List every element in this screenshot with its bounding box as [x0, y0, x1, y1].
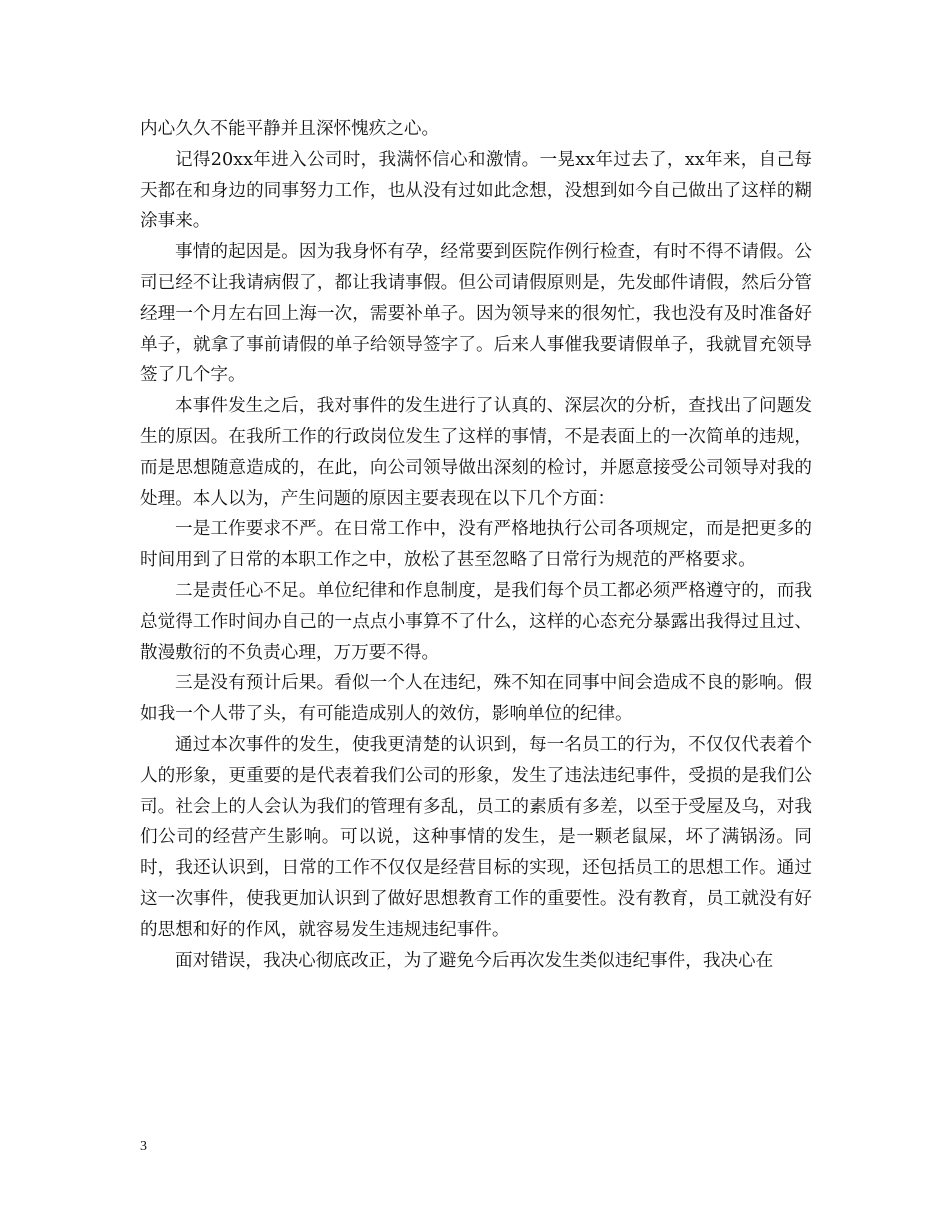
- page-number: 3: [140, 1139, 147, 1154]
- paragraph: 本事件发生之后，我对事件的发生进行了认真的、深层次的分析，查找出了问题发生的原因。在我所工作的行政岗位发生了这样的事情，不是表面上的一次简单的违规，而是思想随意造成的，在此，向公司领导做出深刻的检讨，并愿意接受公司领导对我的处理。本人以为，产生问题的原因主要表现在以下几个方面：: [140, 396, 812, 509]
- paragraph: 记得20xx年进入公司时，我满怀信心和激情。一晃xx年过去了，xx年来，自己每天都在和身边的同事努力工作，也从没有过如此念想，没想到如今自己做出了这样的糊涂事来。: [140, 149, 812, 232]
- paragraph: 面对错误，我决心彻底改正，为了避免今后再次发生类似违纪事件，我决心在: [175, 950, 774, 971]
- paragraph: 内心久久不能平静并且深怀愧疚之心。: [140, 119, 440, 139]
- paragraph: 事情的起因是。因为我身怀有孕，经常要到医院作例行检查，有时不得不请假。公司已经不让我请病假了，都让我请事假。但公司请假原则是，先发邮件请假，然后分管经理一个月左右回上海一次，需要补单子。因为领导来的很匆忙，我也没有及时准备好单子，就拿了事前请假的单子给领导签字了。后来人事催我要请假单子，我就冒充领导签了几个字。: [140, 242, 812, 386]
- paragraph: 通过本次事件的发生，使我更清楚的认识到，每一名员工的行为，不仅仅代表着个人的形象，更重要的是代表着我们公司的形象，发生了违法违纪事件，受损的是我们公司。社会上的人会认为我们的管理有多乱，员工的素质有多差，以至于受屋及乌，对我们公司的经营产生影响。可以说，这种事情的发生，是一颗老鼠屎，坏了满锅汤。同时，我还认识到，日常的工作不仅仅是经营目标的实现，还包括员工的思想工作。通过这一次事件，使我更加认识到了做好思想教育工作的重要性。没有教育，员工就没有好的思想和好的作风，就容易发生违规违纪事件。: [140, 734, 812, 940]
- paragraph: 一是工作要求不严。在日常工作中，没有严格地执行公司各项规定，而是把更多的时间用到了日常的本职工作之中，放松了甚至忽略了日常行为规范的严格要求。: [140, 519, 812, 571]
- paragraph: 三是没有预计后果。看似一个人在违纪，殊不知在同事中间会造成不良的影响。假如我一个人带了头，有可能造成别人的效仿，影响单位的纪律。: [140, 673, 812, 725]
- paragraph: 二是责任心不足。单位纪律和作息制度，是我们每个员工都必须严格遵守的，而我总觉得工作时间办自己的一点点小事算不了什么，这样的心态充分暴露出我得过且过、散漫敷衍的不负责心理，万万要不得。: [140, 580, 812, 663]
- document-body: [140, 114, 812, 976]
